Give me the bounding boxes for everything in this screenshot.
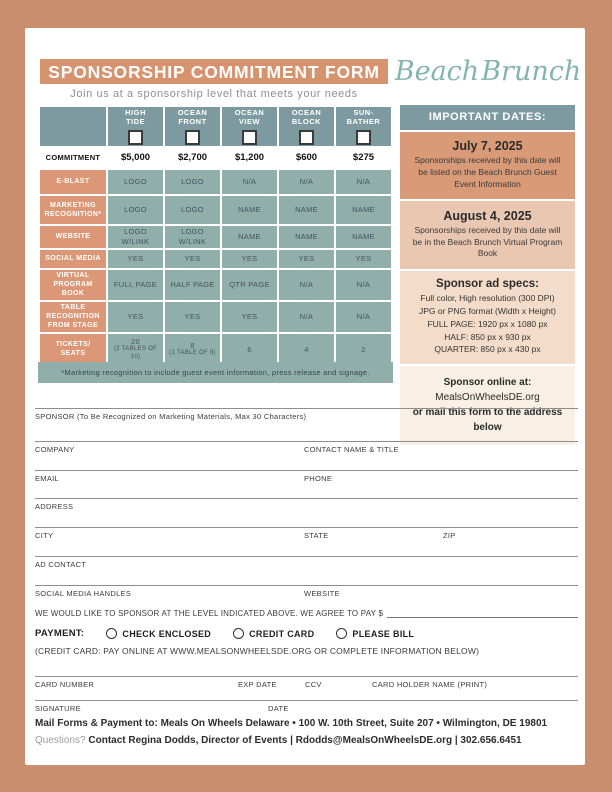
page-subtitle: Join us at a sponsorship level that meets your needs — [70, 88, 358, 100]
marketing-footnote: *Marketing recognition to include guest event information, press release and signage. — [38, 362, 393, 383]
form-page — [25, 28, 585, 765]
payment-option-credit[interactable]: CREDIT CARD — [233, 628, 314, 639]
agree-text: WE WOULD LIKE TO SPONSOR AT THE LEVEL INDICATED ABOVE. WE AGREE TO PAY $ — [35, 609, 384, 618]
city-state-zip-field[interactable] — [35, 527, 578, 541]
agree-to-pay-line — [35, 608, 578, 618]
payment-options-row — [35, 628, 578, 639]
column-ocean-block: OCEAN BLOCK — [279, 107, 334, 146]
company-contact-field[interactable] — [35, 441, 578, 455]
phone-field-label: PHONE — [304, 474, 333, 483]
logo-word-brunch: Brunch — [481, 55, 582, 87]
table-row-virtual-program-book: VIRTUAL PROGRAM BOOK FULL PAGE HALF PAGE QTR PAGE N/A N/A — [40, 270, 391, 300]
ad-specs-block: Sponsor ad specs: Full color, High resolution (300 DPI) JPG or PNG format (Width x Height) FULL PAGE: 1920 px x 1080 px HALF: 850 px x 930 px QUARTER: 850 px x 430 px — [400, 271, 575, 364]
ccv-label: CCV — [305, 680, 322, 689]
ocean-front-checkbox[interactable] — [185, 130, 200, 145]
social-website-field[interactable] — [35, 585, 578, 599]
address-field[interactable] — [35, 498, 578, 512]
high-tide-checkbox[interactable] — [128, 130, 143, 145]
column-high-tide: HIGH TIDE — [108, 107, 163, 146]
table-row-social-media: SOCIAL MEDIA YES YES YES YES YES — [40, 250, 391, 268]
questions-label: Questions? — [35, 735, 86, 746]
commitment-row: COMMITMENT $5,000 $2,700 $1,200 $600 $275 — [40, 148, 391, 168]
important-dates-sidebar — [400, 105, 575, 447]
table-row-stage-recognition: TABLE RECOGNITION FROM STAGE YES YES YES N/A N/A — [40, 302, 391, 332]
sponsor-field-label: SPONSOR (To Be Recognized on Marketing Materials, Max 30 Characters) — [35, 412, 307, 421]
signature-date-field[interactable] — [35, 700, 578, 714]
address-field-label: ADDRESS — [35, 502, 74, 511]
column-ocean-view: OCEAN VIEW — [222, 107, 277, 146]
social-field-label: SOCIAL MEDIA HANDLES — [35, 589, 132, 598]
ocean-block-checkbox[interactable] — [299, 130, 314, 145]
email-phone-field[interactable] — [35, 470, 578, 484]
sun-bather-checkbox[interactable] — [356, 130, 371, 145]
contact-details: Contact Regina Dodds, Director of Events | Rdodds@MealsOnWheelsDE.org | 302.656.6451 — [88, 735, 522, 746]
logo-word-beach: Beach — [394, 55, 480, 87]
payment-option-check[interactable]: CHECK ENCLOSED — [106, 628, 211, 639]
table-row-marketing: MARKETING RECOGNITION* LOGO LOGO NAME NAME NAME — [40, 196, 391, 224]
sponsor-website-url: MealsOnWheelsDE.org — [435, 392, 540, 404]
mail-instructions: Mail Forms & Payment to: Meals On Wheels Delaware • 100 W. 10th Street, Suite 207 • Wilmington, DE 19801 — [35, 718, 548, 729]
beach-brunch-logo — [394, 40, 582, 102]
card-info-field[interactable] — [35, 676, 578, 690]
table-row-website: WEBSITE LOGO W/LINK LOGO W/LINK NAME NAME NAME — [40, 226, 391, 248]
ocean-view-checkbox[interactable] — [242, 130, 257, 145]
amount-field[interactable] — [387, 608, 578, 618]
date-block-august: August 4, 2025 Sponsorships received by this date will be in the Beach Brunch Virtual Program Book — [400, 201, 575, 270]
card-number-label: CARD NUMBER — [35, 680, 95, 689]
payment-option-bill[interactable]: PLEASE BILL — [336, 628, 414, 639]
city-field-label: CITY — [35, 531, 54, 540]
table-header-row — [40, 107, 391, 146]
contact-field-label: CONTACT NAME & TITLE — [304, 445, 399, 454]
credit-card-note: (CREDIT CARD: PAY ONLINE AT WWW.MEALSONWHEELSDE.ORG OR COMPLETE INFORMATION BELOW) — [35, 646, 480, 656]
table-row-tickets-seats: TICKETS/ SEATS 20 (2 TABLES OF 10) 8 (1 TABLE OF 8) 6 4 2 — [40, 334, 391, 365]
company-field-label: COMPANY — [35, 445, 75, 454]
exp-date-label: EXP DATE — [238, 680, 277, 689]
state-field-label: STATE — [304, 531, 329, 540]
column-sun-bather: SUN-BATHER — [336, 107, 391, 146]
signature-label: SIGNATURE — [35, 704, 81, 713]
check-enclosed-radio[interactable] — [106, 628, 117, 639]
table-corner-cell — [40, 107, 106, 146]
email-field-label: EMAIL — [35, 474, 60, 483]
table-row-eblast: E-BLAST LOGO LOGO N/A N/A N/A — [40, 170, 391, 194]
sponsor-online-block: Sponsor online at: MealsOnWheelsDE.org or mail this form to the address below — [400, 366, 575, 445]
column-ocean-front: OCEAN FRONT — [165, 107, 220, 146]
page-title: SPONSORSHIP COMMITMENT FORM — [40, 59, 388, 84]
card-holder-label: CARD HOLDER NAME (PRINT) — [372, 680, 488, 689]
ad-contact-field-label: AD CONTACT — [35, 560, 87, 569]
credit-card-radio[interactable] — [233, 628, 244, 639]
date-block-july: July 7, 2025 Sponsorships received by this date will be listed on the Beach Brunch Guest Event Information — [400, 132, 575, 199]
please-bill-radio[interactable] — [336, 628, 347, 639]
sponsorship-levels-table — [38, 105, 393, 367]
ad-contact-field[interactable] — [35, 556, 578, 570]
important-dates-header: IMPORTANT DATES: — [400, 105, 575, 130]
questions-line — [35, 735, 578, 746]
date-label: DATE — [268, 704, 289, 713]
website-field-label: WEBSITE — [304, 589, 340, 598]
zip-field-label: ZIP — [443, 531, 456, 540]
payment-label: PAYMENT: — [35, 628, 85, 639]
sponsor-field[interactable] — [35, 408, 578, 422]
